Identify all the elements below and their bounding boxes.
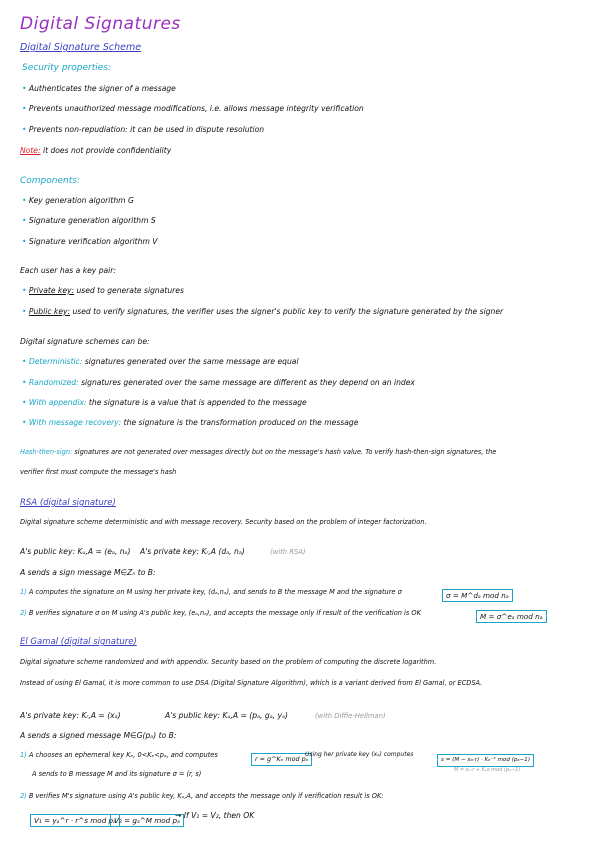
list-item: • Key generation algorithm G bbox=[22, 196, 134, 205]
list-item: • Prevents unauthorized message modifications, i.e. allows message integrity verification bbox=[22, 104, 364, 113]
rsa-heading: RSA (digital signature) bbox=[20, 498, 116, 508]
bullet-icon: • bbox=[22, 307, 27, 316]
elgamal-note: (with Diffie-Hellman) bbox=[315, 712, 386, 720]
formula-box: M = σ^eₐ mod nₐ bbox=[476, 604, 547, 623]
formula-box: r = g^Kₑ mod pₐ bbox=[251, 746, 312, 766]
list-item: • Public key: used to verify signatures, the verifier uses the signer's public key to verify the signature generated by the signer bbox=[22, 307, 504, 316]
elgamal-send: A sends a signed message M∈G(pₐ) to B: bbox=[20, 731, 177, 740]
security-heading: Security properties: bbox=[22, 63, 111, 73]
elgamal-desc: Digital signature scheme randomized and with appendix. Security based on the problem of computing the discrete logarithm. bbox=[20, 658, 437, 666]
list-item: • Randomized: signatures generated over the same message are different as they depend on an index bbox=[22, 378, 415, 387]
bullet-icon: • bbox=[22, 286, 27, 295]
components-heading: Components: bbox=[20, 176, 80, 186]
elgamal-desc2: Instead of using El Gamal, it is more common to use DSA (Digital Signature Algorithm), which is a variant derived from El Gamal, or ECDSA. bbox=[20, 679, 483, 687]
list-item: • With appendix: the signature is a value that is appended to the message bbox=[22, 398, 307, 407]
elgamal-step1b: Using her private key (xₐ) computes bbox=[305, 751, 414, 758]
list-item: • Signature verification algorithm V bbox=[22, 237, 158, 246]
list-item: • Prevents non-repudiation: it can be used in dispute resolution bbox=[22, 125, 265, 134]
schemes-intro: Digital signature schemes can be: bbox=[20, 337, 150, 346]
bullet-icon: • bbox=[22, 398, 27, 407]
rsa-private-key: A's private key: Kᵣ,A (dₐ, nₐ) bbox=[140, 547, 245, 556]
list-item: • Deterministic: signatures generated over the same message are equal bbox=[22, 357, 299, 366]
list-item: • Signature generation algorithm S bbox=[22, 216, 156, 225]
formula-box: s = (M − xₐ·r) · Kₑ⁻¹ mod (pₐ−1) bbox=[437, 746, 534, 767]
bullet-icon: • bbox=[22, 196, 27, 205]
formula-box: σ = M^dₐ mod nₐ bbox=[442, 583, 513, 602]
note: Note: it does not provide confidentiality bbox=[20, 146, 172, 155]
keypair-intro: Each user has a key pair: bbox=[20, 266, 116, 275]
bullet-icon: • bbox=[22, 216, 27, 225]
rsa-public-key: A's public key: Kᵤ,A = (eₐ, nₐ) bbox=[20, 547, 131, 556]
elgamal-step1c: A sends to B message M and its signature σ = (r, s) bbox=[32, 770, 202, 778]
elgamal-step1a: 1) A chooses an ephemeral key Kₑ, 0<Kₑ<pₐ, and computes bbox=[20, 751, 218, 759]
page-title: Digital Signatures bbox=[20, 14, 181, 34]
bullet-icon: • bbox=[22, 237, 27, 246]
hash-sign-line1: Hash-then-sign: signatures are not generated over messages directly but on the message's hash value. To verify hash-then-sign signatures, the bbox=[20, 448, 497, 456]
scheme-heading: Digital Signature Scheme bbox=[20, 42, 142, 53]
bullet-icon: • bbox=[22, 84, 27, 93]
formula-box: V₂ = gₐ^M mod pₐ bbox=[110, 808, 184, 827]
bullet-icon: • bbox=[22, 104, 27, 113]
bullet-icon: • bbox=[22, 125, 27, 134]
rsa-step1: 1) A computes the signature on M using her private key, (dₐ,nₐ), and sends to B the message M and the signature σ bbox=[20, 588, 402, 596]
rsa-step2: 2) B verifies signature σ on M using A's public key, (eₐ,nₐ), and accepts the message only if result of the verification is OK bbox=[20, 609, 421, 617]
elgamal-heading: El Gamal (digital signature) bbox=[20, 637, 137, 647]
elgamal-side-note: M = xₐ·r + Kₑs mod (pₐ−1) bbox=[454, 767, 521, 773]
bullet-icon: • bbox=[22, 378, 27, 387]
list-item: • Authenticates the signer of a message bbox=[22, 84, 176, 93]
elgamal-private-key: A's private key: Kᵣ,A = (xₐ) bbox=[20, 711, 121, 720]
list-item: • Private key: used to generate signatures bbox=[22, 286, 184, 295]
rsa-note: (with RSA) bbox=[270, 548, 306, 556]
elgamal-conclusion: → If V₁ = V₂, then OK bbox=[175, 811, 255, 820]
list-item: • With message recovery: the signature is the transformation produced on the message bbox=[22, 418, 359, 427]
hash-sign-line2: verifier first must compute the message's hash bbox=[20, 468, 177, 476]
elgamal-step2: 2) B verifies M's signature using A's public key, Kᵤ,A, and accepts the message only if verification result is OK: bbox=[20, 792, 384, 800]
elgamal-public-key: A's public key: Kᵤ,A = (pₐ, gₐ, yₐ) bbox=[165, 711, 288, 720]
bullet-icon: • bbox=[22, 418, 27, 427]
rsa-send: A sends a sign message M∈Zₙ to B: bbox=[20, 568, 156, 577]
formula-box: V₁ = yₐ^r · r^s mod pₐ bbox=[30, 808, 120, 827]
bullet-icon: • bbox=[22, 357, 27, 366]
rsa-desc: Digital signature scheme deterministic and with message recovery. Security based on the problem of integer factorization. bbox=[20, 518, 427, 526]
